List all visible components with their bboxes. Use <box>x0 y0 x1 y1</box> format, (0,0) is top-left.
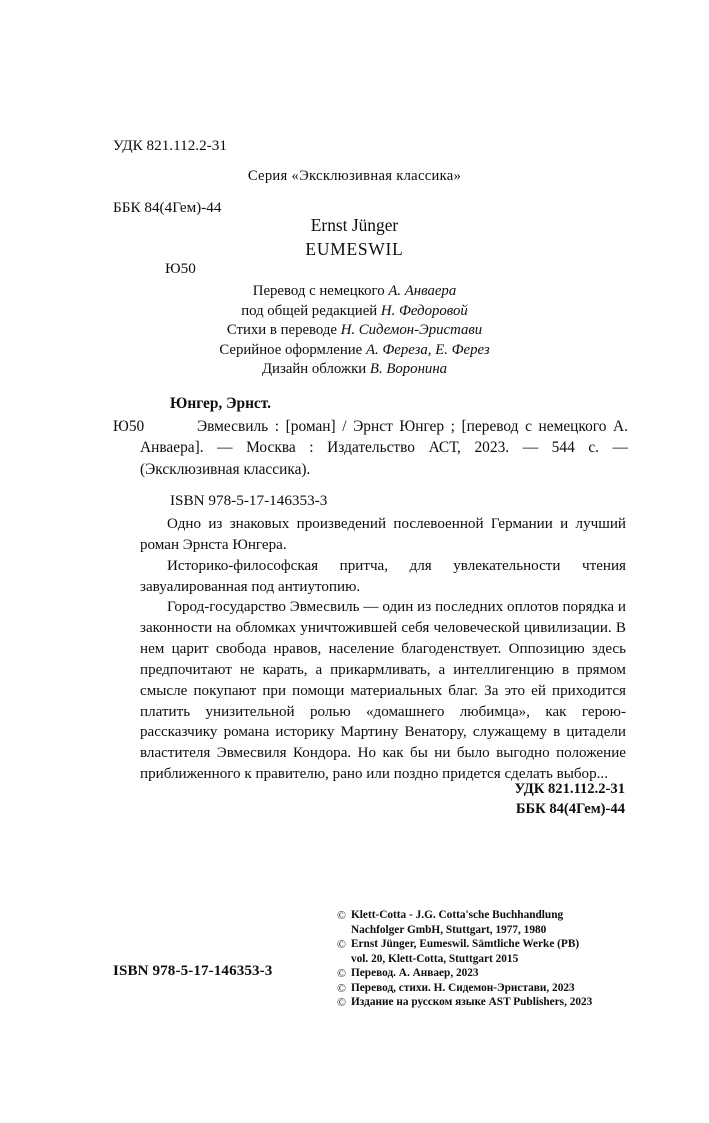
bbk-code: ББК 84(4Гем)-44 <box>113 198 222 216</box>
isbn-main: ISBN 978-5-17-146353-3 <box>113 963 273 979</box>
copyright-entry <box>337 995 592 1010</box>
credit-series-design-name: А. Фереза, Е. Ферез <box>365 341 490 358</box>
credit-verse-label: Стихи в переводе <box>226 322 341 339</box>
copyright-line: Nachfolger GmbH, Stuttgart, 1977, 1980 <box>351 923 547 936</box>
credit-series-design-label: Серийное оформление <box>219 341 366 358</box>
bbk-code-repeat: ББК 84(4Гем)-44 <box>515 801 625 817</box>
credit-editor-name: Н. Федоровой <box>380 302 468 319</box>
annotation-block <box>140 514 626 785</box>
author-name: Ernst Jünger <box>310 215 399 235</box>
credit-editor <box>0 302 709 322</box>
annotation-paragraph: Одно из знаковых произведений послевоенной Германии и лучший роман Эрнста Юнгера. <box>140 516 626 553</box>
copyright-line: Klett-Cotta - J.G. Cotta'sche Buchhandlung <box>351 909 564 921</box>
copyright-entry <box>337 937 592 966</box>
copyright-line: Ernst Jünger, Eumeswil. Sämtliche Werke (PB) <box>351 938 580 951</box>
copyright-block <box>337 908 592 1010</box>
credit-translation <box>0 282 709 302</box>
series-name: Серия «Эксклюзивная классика» <box>247 168 462 184</box>
catalog-entry <box>113 416 628 481</box>
title-block <box>0 168 709 380</box>
catalog-sigla: Ю50 <box>113 417 145 435</box>
copyright-icon: © <box>337 995 346 1010</box>
credit-editor-label: под общей редакцией <box>241 302 381 319</box>
credit-cover-design <box>0 360 709 380</box>
copyright-line: Перевод, стихи. Н. Сидемон-Эристави, 2023 <box>351 981 575 994</box>
credit-verse-name: Н. Сидемон-Эристави <box>340 322 483 339</box>
copyright-line: vol. 20, Klett-Cotta, Stuttgart 2015 <box>351 952 519 965</box>
catalog-author-heading: Юнгер, Эрнст. <box>170 395 272 412</box>
book-title: EUMESWIL <box>305 239 404 259</box>
credit-series-design <box>0 341 709 361</box>
copyright-entry <box>337 908 592 937</box>
copyright-icon: © <box>337 966 346 981</box>
catalog-entry-text: Эвмесвиль : [роман] / Эрнст Юнгер ; [перевод с немецкого А. Анваера]. — Москва : Издательство АСТ, 2023. — 544 с. — (Эксклюзивная классика). <box>140 417 628 478</box>
udk-code: УДК 821.112.2-31 <box>113 137 227 154</box>
udk-code-repeat: УДК 821.112.2-31 <box>514 781 625 797</box>
credit-verse <box>0 321 709 341</box>
annotation-paragraph: Историко-философская притча, для увлекательности чтения завуалированная под антиутопию. <box>140 557 626 595</box>
credit-cover-design-label: Дизайн обложки <box>261 361 370 378</box>
copyright-icon: © <box>337 937 346 952</box>
credit-cover-design-name: В. Воронина <box>369 361 448 378</box>
copyright-icon: © <box>337 980 346 995</box>
copyright-icon: © <box>337 908 346 922</box>
annotation-paragraph: Город-государство Эвмесвиль — один из последних оплотов порядка и законности на обломках уничтожившей себя человеческой цивилизации. В нем царит свобода нравов, население благоденствует. Оппозицию здесь предпочитают не карать, а прикармливать, а интеллигенцию в прямом смысле покупают при помощи материальных благ. За это ей приходится платить унизительной ролью «домашнего любимца», как герою-рассказчику романа историку Мартину Венатору, служащему в цитадели властителя Эвмесвиля Кондора. Но как бы ни было выгодно положение приближенного к правителю, рано или поздно придется сделать выбор... <box>140 599 626 783</box>
cataloging-record <box>113 393 628 480</box>
copyright-entry <box>337 966 592 981</box>
isbn-catalog: ISBN 978-5-17-146353-3 <box>170 492 328 509</box>
copyright-line: Перевод. А. Анваер, 2023 <box>351 967 479 980</box>
classification-codes-repeat <box>514 779 625 819</box>
sigla-value: Ю50 <box>165 260 196 277</box>
copyright-entry <box>337 981 592 996</box>
credit-translation-name: А. Анваера <box>388 283 457 299</box>
copyright-line: Издание на русском языке AST Publishers, 2023 <box>351 996 593 1009</box>
credit-translation-label: Перевод с немецкого <box>252 283 389 299</box>
